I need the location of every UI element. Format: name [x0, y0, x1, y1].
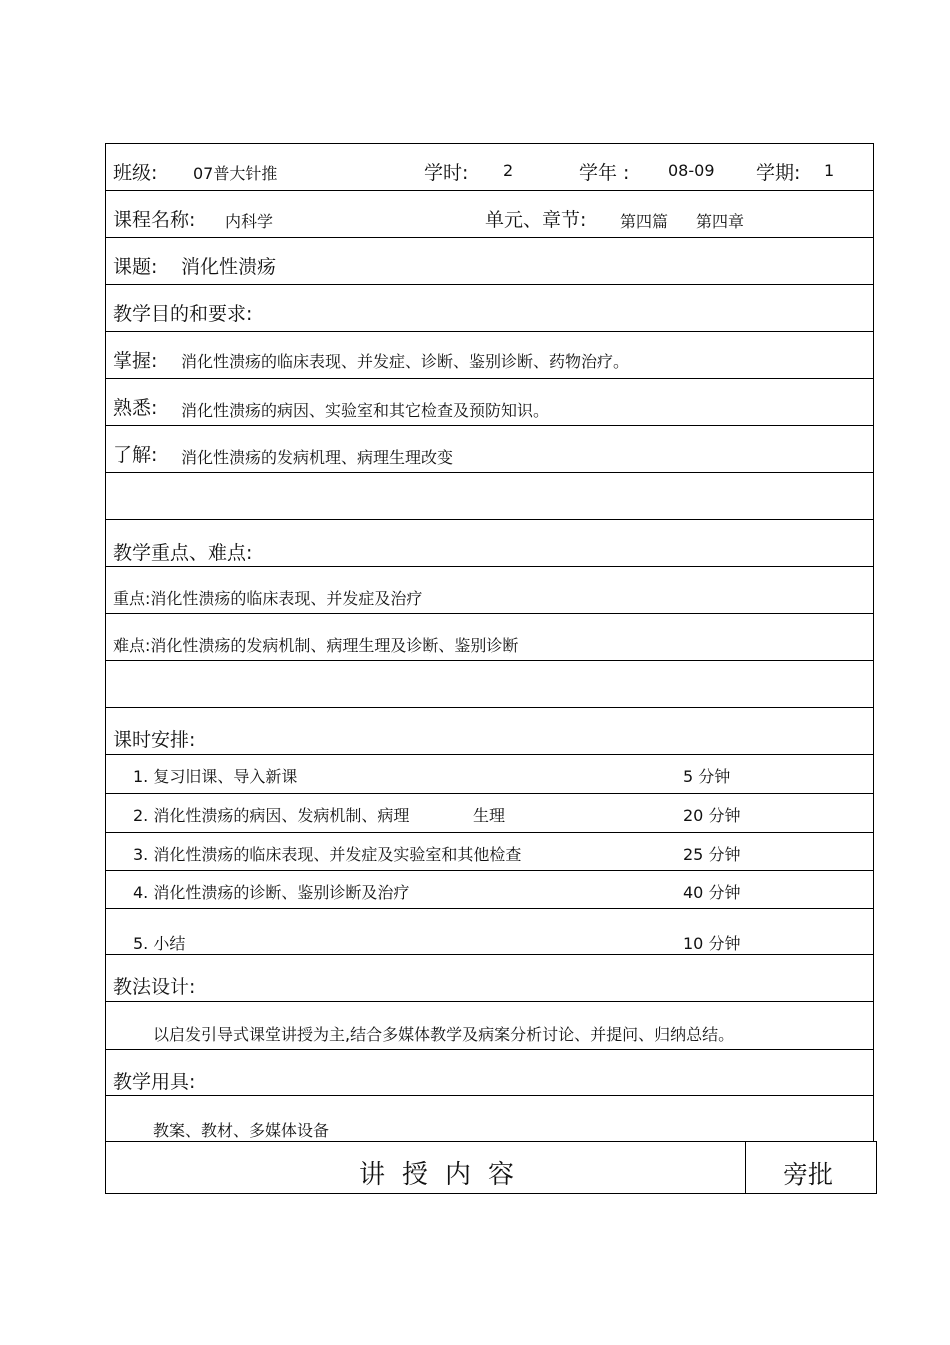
schedule-row	[105, 832, 874, 870]
topic-label: 课题:	[113, 256, 158, 278]
course-label: 课程名称:	[113, 209, 196, 231]
term-label: 学期:	[756, 162, 801, 184]
unit-value-chapter: 第四章	[696, 212, 745, 231]
schedule-title-row	[105, 707, 874, 754]
unit-value-part: 第四篇	[620, 212, 669, 231]
method-title: 教法设计:	[113, 976, 196, 998]
master-label: 掌握:	[113, 350, 158, 372]
content-header-row	[105, 1141, 877, 1194]
course-value: 内科学	[225, 212, 274, 231]
schedule-item-time: 25 分钟	[683, 845, 741, 864]
method-text-row	[105, 1001, 874, 1049]
schedule-row	[105, 793, 874, 832]
understand-row	[105, 425, 874, 472]
understand-text: 消化性溃疡的发病机理、病理生理改变	[181, 448, 454, 467]
schedule-item-time: 40 分钟	[683, 883, 741, 902]
schedule-item-text-extra: 生理	[473, 806, 506, 825]
content-label: 讲授内容	[359, 1160, 532, 1190]
schedule-row	[105, 870, 874, 908]
year-label: 学年 :	[579, 162, 630, 184]
header-row-1	[105, 143, 874, 190]
master-text: 消化性溃疡的临床表现、并发症、诊断、鉴别诊断、药物治疗。	[181, 352, 630, 371]
unit-label: 单元、章节:	[485, 209, 587, 231]
schedule-item-text: 2. 消化性溃疡的病因、发病机制、病理	[133, 806, 410, 825]
master-row	[105, 331, 874, 378]
topic-value: 消化性溃疡	[181, 256, 277, 278]
difficulty-text: 难点:消化性溃疡的发病机制、病理生理及诊断、鉴别诊断	[113, 636, 519, 655]
difficulty-row	[105, 613, 874, 660]
schedule-title: 课时安排:	[113, 729, 196, 751]
class-label: 班级:	[113, 162, 158, 184]
focus-title-row	[105, 519, 874, 566]
tools-text-row	[105, 1095, 874, 1141]
year-value: 08-09	[668, 161, 715, 180]
objectives-title-row	[105, 284, 874, 331]
class-value: 07普大针推	[193, 164, 278, 183]
topic-row	[105, 237, 874, 284]
tools-text: 教案、教材、多媒体设备	[153, 1121, 330, 1140]
understand-label: 了解:	[113, 444, 158, 466]
key-point-row	[105, 566, 874, 613]
header-row-2	[105, 190, 874, 237]
familiar-row	[105, 378, 874, 425]
focus-title: 教学重点、难点:	[113, 542, 253, 564]
term-value: 1	[824, 161, 835, 180]
key-point-text: 重点:消化性溃疡的临床表现、并发症及治疗	[113, 589, 423, 608]
tools-title-row	[105, 1049, 874, 1095]
schedule-item-time: 20 分钟	[683, 806, 741, 825]
familiar-text: 消化性溃疡的病因、实验室和其它检查及预防知识。	[181, 401, 550, 420]
hours-value: 2	[503, 161, 514, 180]
remark-label: 旁批	[783, 1160, 834, 1189]
method-text: 以启发引导式课堂讲授为主,结合多媒体教学及病案分析讨论、并提问、归纳总结。	[153, 1025, 735, 1044]
schedule-row	[105, 754, 874, 793]
schedule-item-text: 1. 复习旧课、导入新课	[133, 767, 298, 786]
schedule-item-time: 10 分钟	[683, 934, 741, 953]
familiar-label: 熟悉:	[113, 397, 158, 419]
schedule-row	[105, 908, 874, 954]
empty-row-2	[105, 660, 874, 707]
tools-title: 教学用具:	[113, 1071, 196, 1093]
schedule-item-text: 4. 消化性溃疡的诊断、鉴别诊断及治疗	[133, 883, 410, 902]
schedule-item-text: 3. 消化性溃疡的临床表现、并发症及实验室和其他检查	[133, 845, 522, 864]
hours-label: 学时:	[424, 162, 469, 184]
schedule-item-time: 5 分钟	[683, 767, 731, 786]
column-divider	[745, 1142, 746, 1193]
empty-row-1	[105, 472, 874, 519]
method-title-row	[105, 954, 874, 1001]
objectives-title: 教学目的和要求:	[113, 303, 253, 325]
schedule-item-text: 5. 小结	[133, 934, 186, 953]
